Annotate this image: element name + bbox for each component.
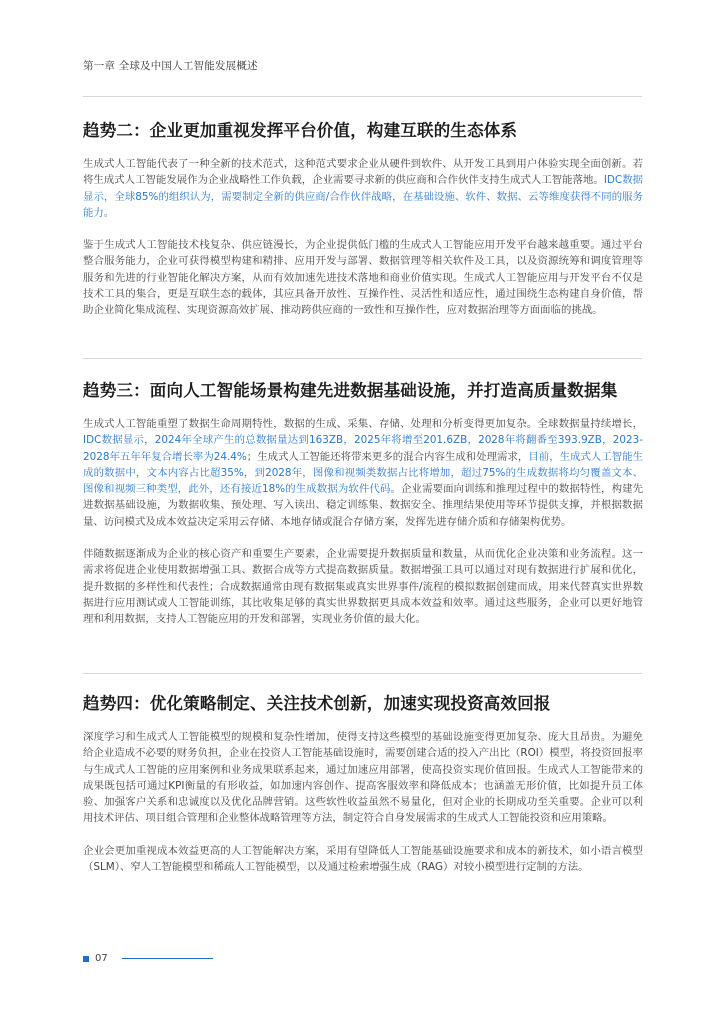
paragraph: 伴随数据逐渐成为企业的核心资产和重要生产要素，企业需要提升数据质量和数量，从而优化企业决策和业务流程。这一需求将促进企业使用数据增强工具、数据合成等方式提高数据质量。数据增强工具可以通过对现有数据进行扩展和优化，提升数据的多样性和代表性；合成数据通常由现有数据集或真实世界事件/流程的模拟数据创建而成，用来代替真实世界数据进行应用测试或人工智能训练，其比收集足够的真实世界数据更具成本效益和效率。通过这些服务，企业可以更好地管理和利用数据，支持人工智能应用的开发和部署，实现业务价值的最大化。 [83, 548, 643, 626]
section-title: 趋势四：优化策略制定、关注技术创新，加速实现投资高效回报 [83, 694, 551, 713]
text-run: 生成式人工智能重塑了数据生命周期特性，数据的生成、采集、存储、处理和分析变得更加复杂。全球数据量持续增长， [83, 418, 643, 430]
divider [83, 673, 642, 674]
divider [83, 96, 642, 97]
paragraph: 深度学习和生成式人工智能模型的规模和复杂性增加，使得支持这些模型的基础设施变得更加复杂、庞大且昂贵。为避免给企业造成不必要的财务负担，企业在投资人工智能基础设施时，需要创建合适的投入产出比（ROI）模型，将投资回报率与生成式人工智能的应用案例和业务成果联系起来，通过加速应用部署，使高投资实现价值回报。生成式人工智能带来的成果既包括可通过KPI衡量的有形收益，如加速内容创作、提高客服效率和降低成本；也涵盖无形价值，比如提升员工体验、加强客户关系和忠诚度以及优化品牌营销。这些软性收益虽然不易量化，但对企业的长期成功至关重要。企业可以利用技术评估、项目组合管理和企业整体战略管理等方法，制定符合自身发展需求的生成式人工智能投资和应用策略。 [83, 731, 643, 825]
paragraph: 鉴于生成式人工智能技术栈复杂、供应链漫长，为企业提供低门槛的生成式人工智能应用开发平台越来越重要。通过平台整合服务能力，企业可获得模型构建和精排、应用开发与部署、数据管理等相关软件及工具，以及资源统筹和调度管理等服务和先进的行业智能化解决方案，从而有效加速先进技术落地和商业价值实现。生成式人工智能应用与开发平台不仅是技术工具的集合，更是互联生态的载体，其应具备开放性、互操作性、灵活性和适应性，通过围绕生态构建自身价值，帮助企业简化集成流程、实现资源高效扩展、推动跨供应商的一致性和互操作性，应对数据治理等方面面临的挑战。 [83, 239, 643, 317]
page-number: 07 [95, 953, 108, 964]
section-trend-4 [83, 690, 643, 875]
paragraph [83, 416, 643, 530]
paragraph: 企业会更加重视成本效益更高的人工智能解决方案，采用有望降低人工智能基础设施要求和成本的新技术，如小语言模型（SLM）、窄人工智能模型和稀疏人工智能模型，以及通过检索增强生成（RAG）对较小模型进行定制的方法。 [83, 844, 643, 874]
highlighted-text: IDC数据显示，2024年全球产生的总数据量达到163ZB，2025年将增至201.6ZB，2028年将翻番至393.9ZB，2023-2028年五年年复合增长率为24.4% [83, 434, 643, 463]
footer-line [122, 958, 213, 959]
section-title: 趋势二：企业更加重视发挥平台价值，构建互联的生态体系 [83, 121, 518, 140]
text-run: 生成式人工智能代表了一种全新的技术范式，这种范式要求企业从硬件到软件、从开发工具到用户体验实现全面创新。若将生成式人工智能发展作为企业战略性工作负载，企业需要寻求新的供应商和合作伙伴支持生成式人工智能落地。 [83, 158, 643, 187]
chapter-header: 第一章 全球及中国人工智能发展概述 [83, 60, 258, 72]
highlighted-text: IDC数据显示，全球85%的组织认为，需要制定全新的供应商/合作伙伴战略，在基础设施、软件、数据、云等维度获得不同的服务能力。 [83, 174, 643, 219]
section-trend-2 [83, 117, 643, 319]
page-footer [83, 953, 213, 964]
section-trend-3 [83, 377, 643, 628]
divider [83, 358, 642, 359]
text-run: 企业需要面向训练和推理过程中的数据特性，构建先进数据基础设施，为数据收集、预处理、写入读出、稳定训练集、数据安全、推理结果使用等环节提供支撑，并根据数据量、访问模式及成本效益决定采用云存储、本地存储或混合存储方案，发挥先进存储介质和存储架构优势。 [83, 483, 644, 528]
section-title: 趋势三：面向人工智能场景构建先进数据基础设施，并打造高质量数据集 [83, 381, 618, 400]
highlighted-text: 目前，生成式人工智能生成的数据中，文本内容占比超35%，到2028年，图像和视频类数据占比将增加，超过75%的生成数据将均匀覆盖文本、图像和视频三种类型，此外，还有接近18%的生成数据为软件代码。 [83, 450, 644, 496]
text-run: ；生成式人工智能还将带来更多的混合内容生成和处理需求， [246, 450, 529, 463]
paragraph [83, 156, 643, 221]
square-marker-icon [83, 956, 89, 962]
